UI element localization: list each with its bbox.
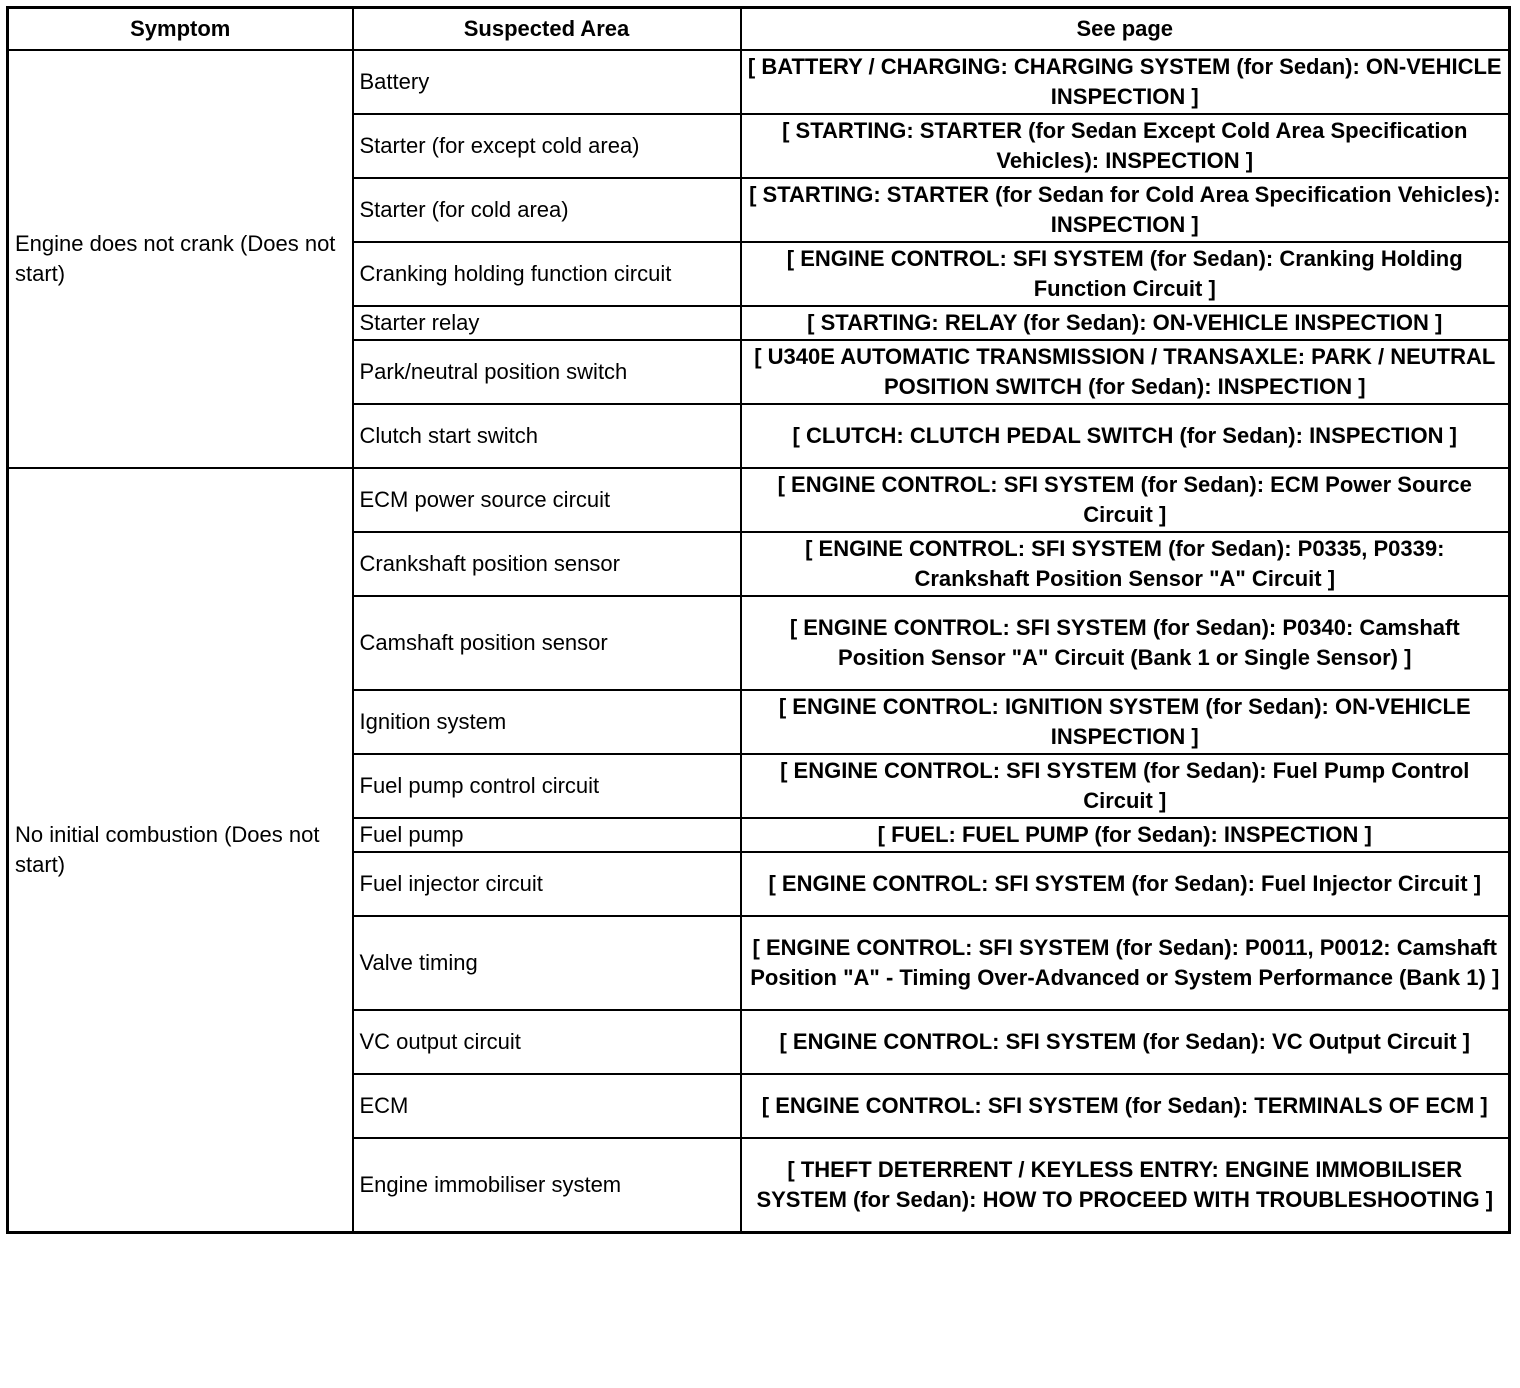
suspected-area-cell: Clutch start switch (353, 404, 741, 468)
see-page-link[interactable]: [ ENGINE CONTROL: SFI SYSTEM (for Sedan): Fuel Pump Control Circuit ] (741, 754, 1510, 818)
problem-symptoms-table (6, 6, 1511, 1234)
suspected-area-cell: Fuel pump (353, 818, 741, 852)
suspected-area-cell: Starter relay (353, 306, 741, 340)
see-page-link[interactable]: [ STARTING: STARTER (for Sedan Except Cold Area Specification Vehicles): INSPECTION ] (741, 114, 1510, 178)
header-row (8, 8, 1510, 51)
see-page-link[interactable]: [ STARTING: RELAY (for Sedan): ON-VEHICLE INSPECTION ] (741, 306, 1510, 340)
see-page-link[interactable]: [ ENGINE CONTROL: SFI SYSTEM (for Sedan): ECM Power Source Circuit ] (741, 468, 1510, 532)
see-page-link[interactable]: [ ENGINE CONTROL: SFI SYSTEM (for Sedan): P0340: Camshaft Position Sensor "A" Circuit (Bank 1 or Single Sensor) ] (741, 596, 1510, 690)
see-page-link[interactable]: [ ENGINE CONTROL: SFI SYSTEM (for Sedan): P0011, P0012: Camshaft Position "A" - Timing Over-Advanced or System Performance (Bank 1) ] (741, 916, 1510, 1010)
problem-symptoms-page (6, 6, 1511, 1234)
suspected-area-cell: ECM (353, 1074, 741, 1138)
suspected-area-cell: Fuel pump control circuit (353, 754, 741, 818)
see-page-link[interactable]: [ ENGINE CONTROL: SFI SYSTEM (for Sedan): P0335, P0339: Crankshaft Position Sensor "A" Circuit ] (741, 532, 1510, 596)
suspected-area-cell: Crankshaft position sensor (353, 532, 741, 596)
table-body (8, 50, 1510, 1233)
symptom-cell: Engine does not crank (Does not start) (8, 50, 353, 468)
table-row (8, 468, 1510, 532)
see-page-link[interactable]: [ ENGINE CONTROL: IGNITION SYSTEM (for Sedan): ON-VEHICLE INSPECTION ] (741, 690, 1510, 754)
suspected-area-cell: Camshaft position sensor (353, 596, 741, 690)
header-symptom: Symptom (8, 8, 353, 51)
suspected-area-cell: Battery (353, 50, 741, 114)
suspected-area-cell: Starter (for cold area) (353, 178, 741, 242)
suspected-area-cell: Fuel injector circuit (353, 852, 741, 916)
see-page-link[interactable]: [ CLUTCH: CLUTCH PEDAL SWITCH (for Sedan): INSPECTION ] (741, 404, 1510, 468)
see-page-link[interactable]: [ ENGINE CONTROL: SFI SYSTEM (for Sedan): VC Output Circuit ] (741, 1010, 1510, 1074)
suspected-area-cell: Engine immobiliser system (353, 1138, 741, 1233)
header-suspected-area: Suspected Area (353, 8, 741, 51)
see-page-link[interactable]: [ THEFT DETERRENT / KEYLESS ENTRY: ENGINE IMMOBILISER SYSTEM (for Sedan): HOW TO PROCEED WITH TROUBLESHOOTING ] (741, 1138, 1510, 1233)
suspected-area-cell: Starter (for except cold area) (353, 114, 741, 178)
suspected-area-cell: Park/neutral position switch (353, 340, 741, 404)
see-page-link[interactable]: [ BATTERY / CHARGING: CHARGING SYSTEM (for Sedan): ON-VEHICLE INSPECTION ] (741, 50, 1510, 114)
header-see-page: See page (741, 8, 1510, 51)
suspected-area-cell: ECM power source circuit (353, 468, 741, 532)
see-page-link[interactable]: [ STARTING: STARTER (for Sedan for Cold Area Specification Vehicles): INSPECTION ] (741, 178, 1510, 242)
suspected-area-cell: Valve timing (353, 916, 741, 1010)
see-page-link[interactable]: [ FUEL: FUEL PUMP (for Sedan): INSPECTION ] (741, 818, 1510, 852)
symptom-cell: No initial combustion (Does not start) (8, 468, 353, 1233)
see-page-link[interactable]: [ ENGINE CONTROL: SFI SYSTEM (for Sedan): Cranking Holding Function Circuit ] (741, 242, 1510, 306)
suspected-area-cell: VC output circuit (353, 1010, 741, 1074)
see-page-link[interactable]: [ ENGINE CONTROL: SFI SYSTEM (for Sedan): Fuel Injector Circuit ] (741, 852, 1510, 916)
see-page-link[interactable]: [ ENGINE CONTROL: SFI SYSTEM (for Sedan): TERMINALS OF ECM ] (741, 1074, 1510, 1138)
table-row (8, 50, 1510, 114)
suspected-area-cell: Ignition system (353, 690, 741, 754)
see-page-link[interactable]: [ U340E AUTOMATIC TRANSMISSION / TRANSAXLE: PARK / NEUTRAL POSITION SWITCH (for Sedan): INSPECTION ] (741, 340, 1510, 404)
table-header (8, 8, 1510, 51)
suspected-area-cell: Cranking holding function circuit (353, 242, 741, 306)
